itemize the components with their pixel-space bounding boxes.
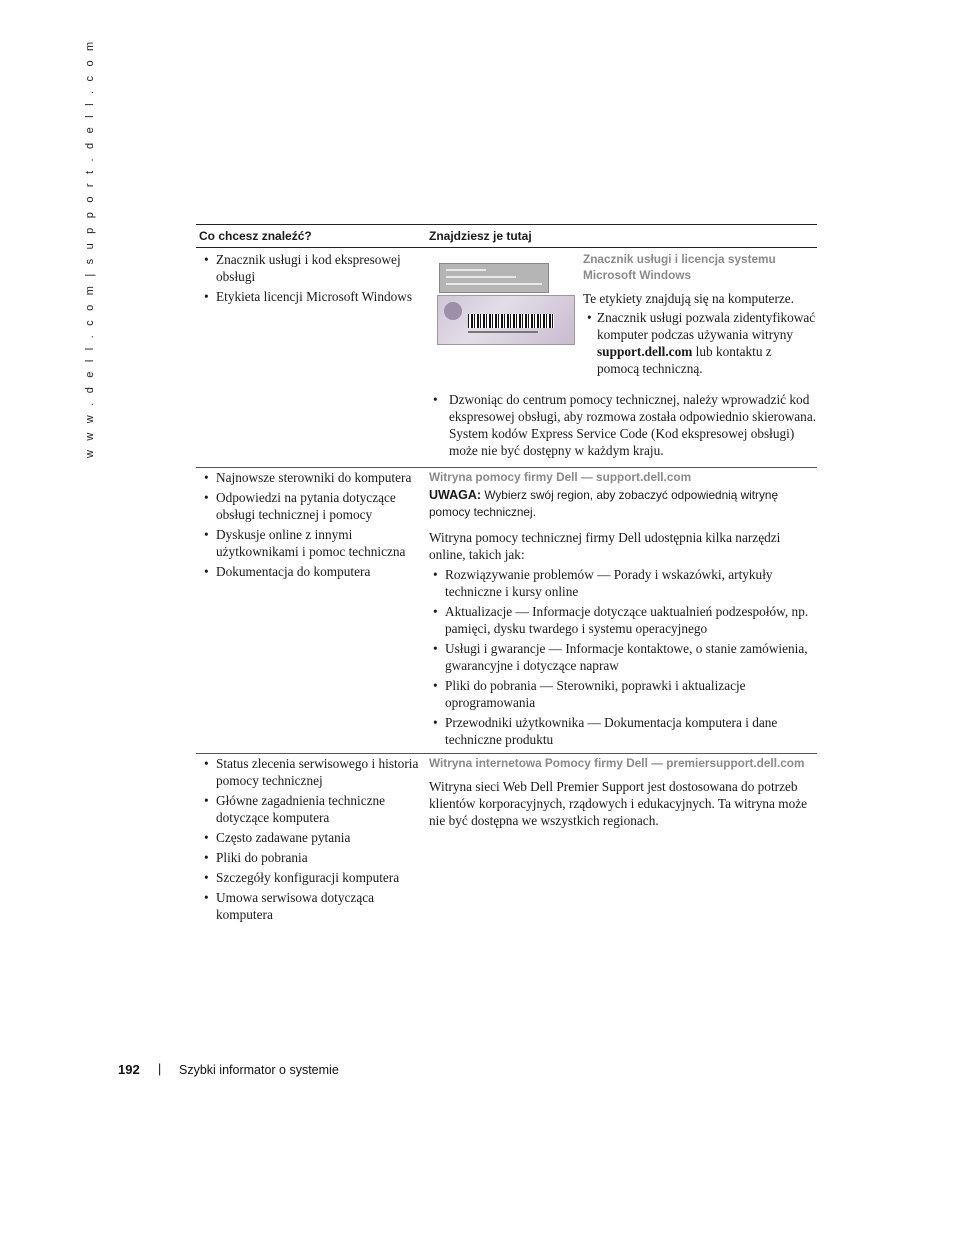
table-row-service-tag [196,248,817,468]
table-row-premier-support [196,754,817,926]
row3-title: Witryna internetowa Pomocy firmy Dell — premiersupport.dell.com [429,756,805,770]
bullet-text: lub kontaktu z pomocą techniczną. [597,344,772,376]
header-col2: Znajdziesz je tutaj [429,229,532,243]
row1-title: Znacznik usługi i licencja systemu Microsoft Windows [583,252,776,282]
list-item: • Umowa serwisowa dotycząca komputera [200,889,429,923]
note-text: Wybierz swój region, aby zobaczyć odpowiednią witrynę pomocy technicznej. [429,488,778,519]
list-item: • Dyskusje online z innymi użytkownikami i pomoc techniczna [200,526,429,560]
row3-text: Witryna sieci Web Dell Premier Support jest dostosowana do potrzeb klientów korporacyjnych, rządowych i edukacyjnych. Ta witryna może nie być dostępna we wszystkich regionach. [429,779,808,828]
table-row-support-site [196,468,817,754]
row3-col1 [196,755,429,926]
row1-col1 [196,251,429,462]
footer-title: Szybki informator o systemie [179,1063,339,1077]
row1-intro: Te etykiety znajdują się na komputerze. [583,291,794,306]
list-item: • Odpowiedzi na pytania dotyczące obsługi technicznej i pomocy [200,489,429,523]
page-number: 192 [118,1062,140,1077]
support-url: support.dell.com [597,344,693,359]
list-item: • Często zadawane pytania [200,829,429,846]
list-item: • Najnowsze sterowniki do komputera [200,469,429,486]
list-item: • Szczegóły konfiguracji komputera [200,869,429,886]
row2-col1 [196,469,429,751]
list-item: • Przewodniki użytkownika — Dokumentacja komputera i dane techniczne produktu [429,714,817,748]
list-item: • Pliki do pobrania [200,849,429,866]
list-item: • Status zlecenia serwisowego i historia pomocy technicznej [200,755,429,789]
list-item: • Usługi i gwarancje — Informacje kontaktowe, o stanie zamówienia, gwarancyjne i dotyczące napraw [429,640,817,674]
row3-col2 [429,755,817,926]
windows-license-sticker-icon [437,295,575,345]
list-item [583,309,817,377]
sidebar-url: w w w . d e l l . c o m | s u p p o r t . d e l l . c o m [84,38,96,458]
table-header [196,225,817,248]
service-tag-label-image [429,251,583,391]
row2-title: Witryna pomocy firmy Dell — support.dell.com [429,470,692,484]
service-tag-sticker-icon [439,263,549,293]
note-label: UWAGA: [429,488,482,502]
footer-separator: | [158,1062,162,1076]
row1-col2 [429,251,817,462]
list-item: • Dokumentacja do komputera [200,563,429,580]
header-col1: Co chcesz znaleźć? [199,229,312,243]
list-item: • Pliki do pobrania — Sterowniki, poprawki i aktualizacje oprogramowania [429,677,817,711]
row2-col2 [429,469,817,751]
row2-intro: Witryna pomocy technicznej firmy Dell udostępnia kilka narzędzi online, takich jak: [429,530,781,562]
info-table [196,224,817,926]
list-item: • Etykieta licencji Microsoft Windows [200,288,429,305]
list-item: • Aktualizacje — Informacje dotyczące uaktualnień podzespołów, np. pamięci, dysku twardego i systemu operacyjnego [429,603,817,637]
list-item: • Główne zagadnienia techniczne dotyczące komputera [200,792,429,826]
list-item: • Znacznik usługi i kod ekspresowej obsługi [200,251,429,285]
note [429,487,817,521]
bullet-text: Znacznik usługi pozwala zidentyfikować komputer podczas używania witryny [597,310,816,342]
list-item: • Rozwiązywanie problemów — Porady i wskazówki, artykuły techniczne i kursy online [429,566,817,600]
list-item: • Dzwoniąc do centrum pomocy technicznej, należy wprowadzić kod ekspresowej obsługi, aby rozmowa została odpowiednio skierowana. System kodów Express Service Code (Kod ekspresowej obsługi) może nie być dostępny w każdym kraju. [429,391,817,459]
